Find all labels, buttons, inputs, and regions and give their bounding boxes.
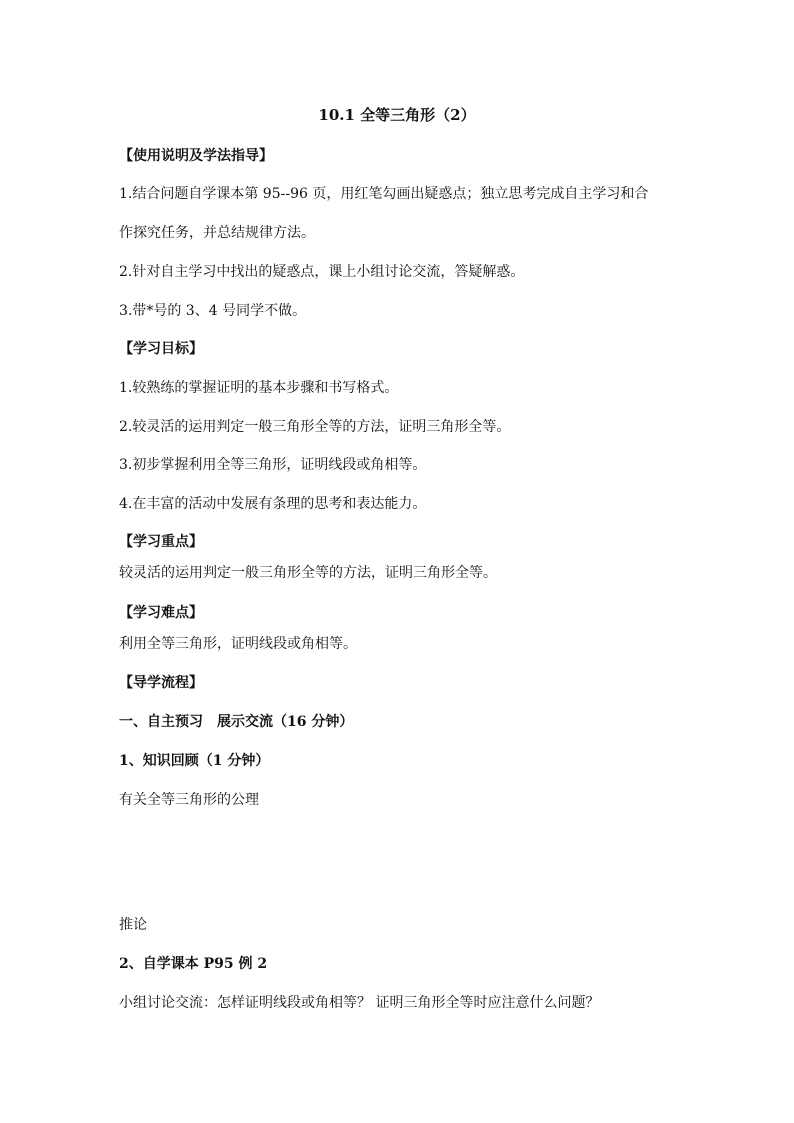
usage-item-2: 2.针对自主学习中找出的疑惑点，课上小组讨论交流，答疑解惑。 [119, 264, 525, 280]
key-points-text: 较灵活的运用判定一般三角形全等的方法，证明三角形全等。 [119, 565, 497, 581]
flow-inference: 推论 [119, 917, 147, 933]
goal-item-2: 2.较灵活的运用判定一般三角形全等的方法，证明三角形全等。 [119, 419, 511, 435]
usage-item-1-line-2: 作探究任务，并总结规律方法。 [119, 225, 315, 241]
flow-heading: 【导学流程】 [119, 675, 203, 691]
goals-heading: 【学习目标】 [119, 341, 203, 357]
goal-item-4: 4.在丰富的活动中发展有条理的思考和表达能力。 [119, 496, 427, 512]
document-title: 10.1 全等三角形（2） [318, 106, 476, 124]
difficulties-heading: 【学习难点】 [119, 605, 203, 621]
flow-subsection-2: 2、自学课本 P95 例 2 [119, 956, 268, 972]
usage-item-3: 3.带*号的 3、4 号同学不做。 [119, 303, 307, 319]
goal-item-3: 3.初步掌握利用全等三角形，证明线段或角相等。 [119, 457, 427, 473]
goal-item-1: 1.较熟练的掌握证明的基本步骤和书写格式。 [119, 380, 399, 396]
difficulties-text: 利用全等三角形，证明线段或角相等。 [119, 636, 357, 652]
key-points-heading: 【学习重点】 [119, 534, 203, 550]
flow-subsection-2-text: 小组讨论交流：怎样证明线段或角相等？ 证明三角形全等时应注意什么问题？ [119, 995, 600, 1011]
flow-subsection-1-text: 有关全等三角形的公理 [119, 792, 259, 808]
flow-section-1: 一、自主预习 展示交流（16 分钟） [119, 714, 354, 730]
usage-heading: 【使用说明及学法指导】 [119, 148, 273, 164]
usage-item-1-line-1: 1.结合问题自学课本第 95--96 页，用红笔勾画出疑惑点；独立思考完成自主学习和合 [119, 186, 649, 202]
flow-subsection-1: 1、知识回顾（1 分钟） [119, 753, 270, 769]
